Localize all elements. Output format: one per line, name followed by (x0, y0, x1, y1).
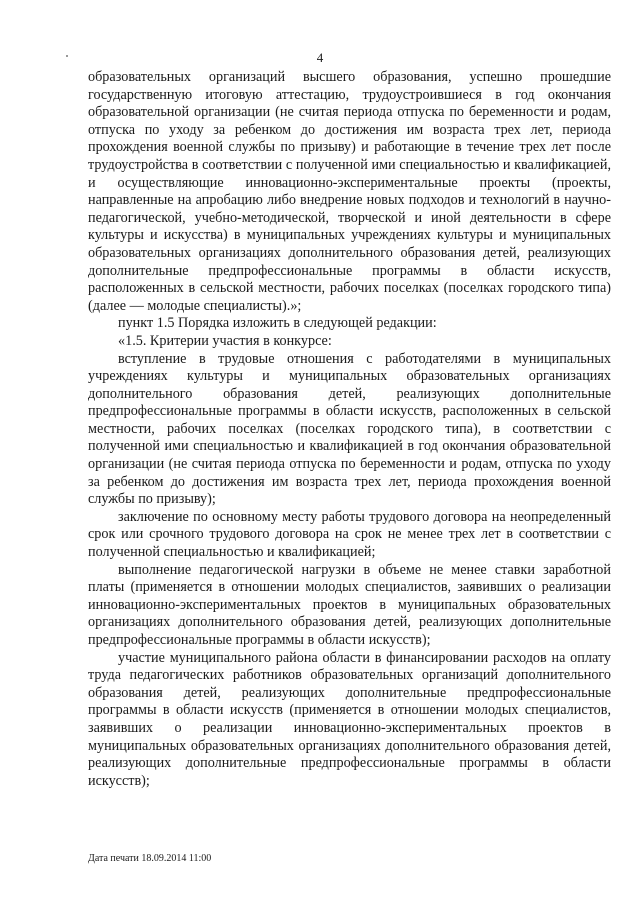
paragraph-continuation: образовательных организаций высшего образования, успешно прошедшие государственную итоговую аттестацию, трудоустроившиеся в год окончания образовательной организации (не считая периода отпуска по беременности и родам, отпуска по уходу за ребенком до достижения им возраста трех лет, периода прохождения военной службы по призыву) и работающие в течение трех лет после трудоустройства в соответствии с полученной ими специальностью и квалификацией, и осуществляющие инновационно-экспериментальные проекты (проекты, направленные на апробацию либо внедрение новых подходов и технологий в научно-педагогической, учебно-методической, творческой и иной деятельности в сфере культуры и искусства) в муниципальных учреждениях культуры и муниципальных образовательных организациях дополнительного образования детей, реализующих дополнительные предпрофессиональные программы в области искусств, расположенных в сельской местности, рабочих поселках (поселках городского типа) (далее — молодые специалисты).»; (88, 69, 611, 314)
document-body (88, 69, 611, 790)
page-number: 4 (316, 50, 324, 65)
paragraph-section-heading: «1.5. Критерии участия в конкурсе: (118, 332, 332, 349)
paragraph-criterion-4: участие муниципального района области в финансировании расходов на оплату труда педагогических работников образовательных организаций дополнительного образования детей, реализующих дополнительные предпрофессиональные программы в области искусств (применяется в отношении молодых специалистов, заявивших о реализации инновационно-экспериментальных проектов в муниципальных образовательных организациях дополнительного образования детей, реализующих дополнительные предпрофессиональные программы в области искусств); (88, 649, 611, 789)
print-date-footer: Дата печати 18.09.2014 11:00 (88, 853, 212, 864)
paragraph-criterion-3: выполнение педагогической нагрузки в объеме не менее ставки заработной платы (применяется в отношении молодых специалистов, заявивших о реализации инновационно-экспериментальных проектов в муниципальных образовательных организациях дополнительного образования детей, реализующих дополнительные предпрофессиональные программы в области искусств); (88, 561, 611, 648)
paragraph-criterion-1: вступление в трудовые отношения с работодателями в муниципальных учреждениях культуры и муниципальных образовательных организациях дополнительного образования детей, реализующих дополнительные предпрофессиональные программы в области искусств, расположенных в сельской местности, рабочих поселках (поселках городского типа), в соответствии с полученной ими специальностью и квалификацией в год окончания образовательной организации (не считая периода отпуска по беременности и родам, отпуска по уходу за ребенком до достижения им возраста трех лет, периода прохождения военной службы по призыву); (88, 350, 611, 508)
paragraph-criterion-2: заключение по основному месту работы трудового договора на неопределенный срок или срочного трудового договора на срок не менее трех лет в соответствии с полученной специальностью и квалификацией; (88, 508, 611, 561)
paragraph-amendment-intro: пункт 1.5 Порядка изложить в следующей редакции: (118, 315, 437, 332)
